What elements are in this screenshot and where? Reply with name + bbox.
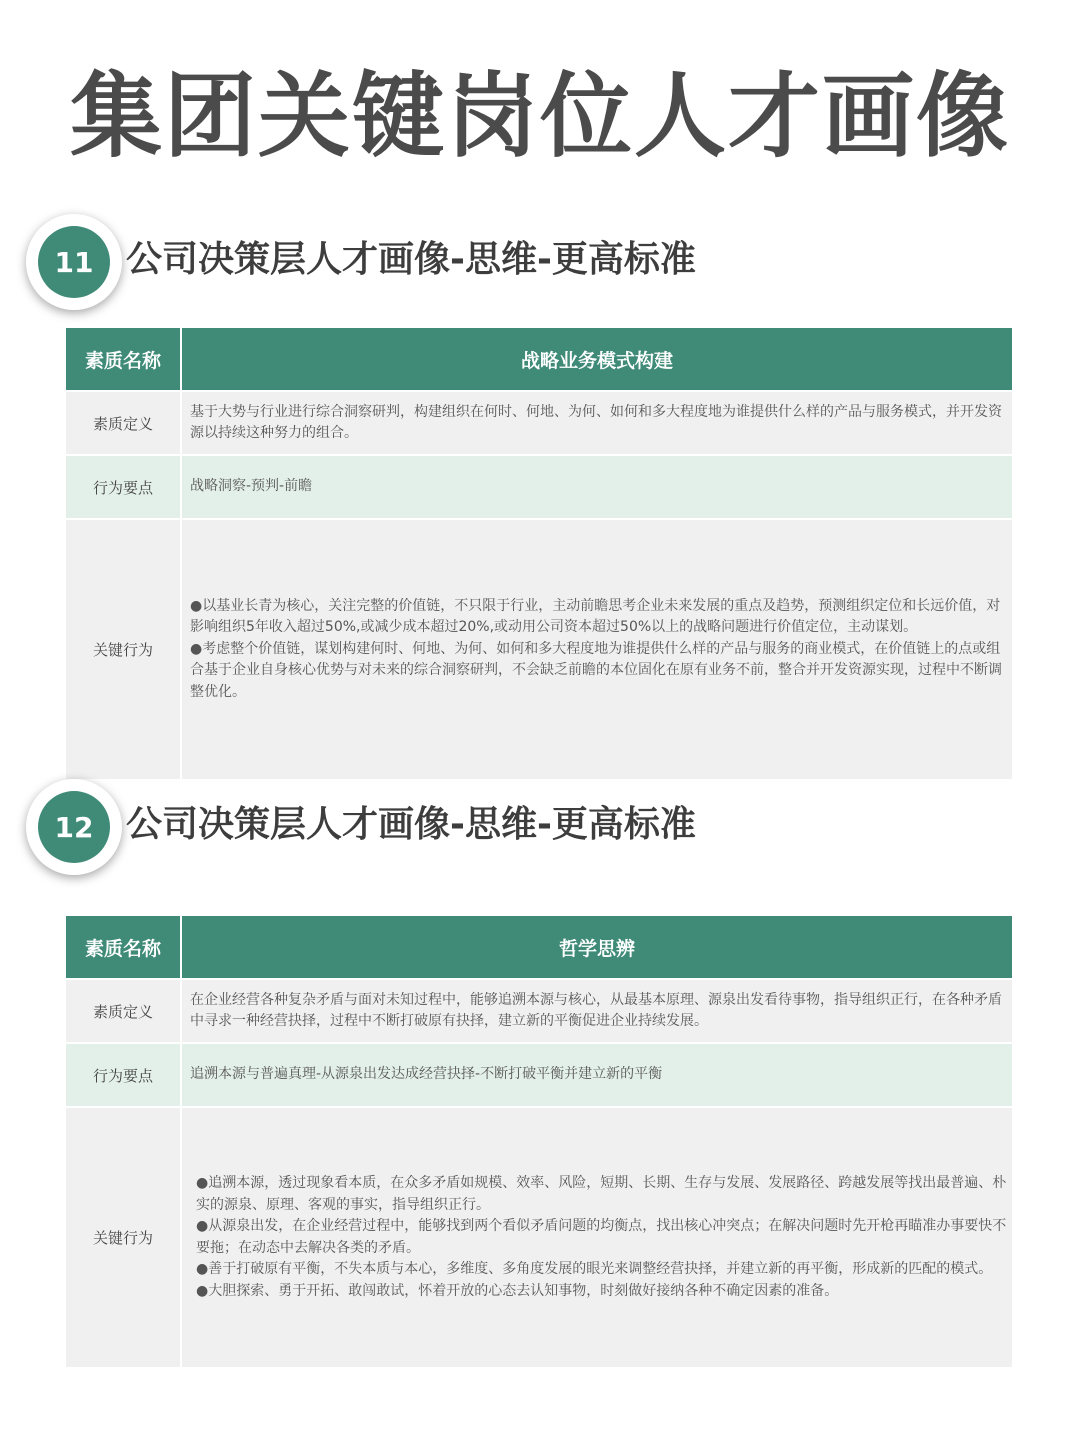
behavior-points-row: [66, 1043, 1012, 1107]
competency-name: 战略业务模式构建: [181, 328, 1012, 391]
behavior-item: ●大胆探索、勇于开拓、敢闯敢试，怀着开放的心态去认知事物，时刻做好接纳各种不确定因素的准备。: [196, 1282, 839, 1299]
section-number: 11: [38, 226, 110, 298]
key-behaviors-label: 关键行为: [66, 519, 181, 779]
behavior-points-label: 行为要点: [66, 1043, 181, 1107]
behavior-item: ●善于打破原有平衡，不失本质与本心，多维度、多角度发展的眼光来调整经营抉择，并建立新的再平衡，形成新的匹配的模式。: [196, 1261, 993, 1277]
section-number: 12: [38, 791, 110, 863]
key-behaviors-text: [181, 519, 1012, 779]
competency-table: [66, 328, 1012, 779]
behavior-item: ●从源泉出发，在企业经营过程中，能够找到两个看似矛盾问题的均衡点，找出核心冲突点；在解决问题时先开枪再瞄准办事要快不要拖；在动态中去解决各类的矛盾。: [196, 1218, 1007, 1256]
header-label: 素质名称: [66, 328, 181, 391]
section-12: [0, 779, 1080, 1369]
section-title: 公司决策层人才画像-思维-更高标准: [126, 804, 696, 845]
definition-row: [66, 391, 1012, 455]
definition-text: 在企业经营各种复杂矛盾与面对未知过程中，能够追溯本源与核心，从最基本原理、源泉出发看待事物，指导组织正行，在各种矛盾 中寻求一种经营抉择，过程中不断打破原有抉择，建立新的平衡促进企业持续发展。: [181, 979, 1012, 1043]
behavior-item: ●考虑整个价值链，谋划构建何时、何地、为何、如何和多大程度地为谁提供什么样的产品与服务的商业模式，在价值链上的点或组 合基于企业自身核心优势与对未来的综合洞察研判，不会缺乏前瞻的本位固化在原有业务不前，整合并开发资源实现，过程中不断调整优化。: [190, 640, 1002, 700]
behavior-item: ●以基业长青为核心，关注完整的价值链，不只限于行业，主动前瞻思考企业未来发展的重点及趋势，预测组织定位和长远价值，对影响组织5年收入超过50%,或减少成本超过20%,或动用公司资本超过50%以上的战略问题进行价值定位，主动谋划。: [190, 597, 1001, 636]
definition-row: [66, 979, 1012, 1043]
behavior-points-row: [66, 455, 1012, 519]
table-header-row: [66, 916, 1012, 979]
table-header-row: [66, 328, 1012, 391]
competency-name: 哲学思辨: [181, 916, 1012, 979]
key-behaviors-label: 关键行为: [66, 1107, 181, 1367]
definition-text: 基于大势与行业进行综合洞察研判，构建组织在何时、何地、为何、如何和多大程度地为谁提供什么样的产品与服务模式，并开发资源以持续这种努力的组合。: [181, 391, 1012, 455]
section-number-badge: [26, 779, 122, 875]
competency-table: [66, 916, 1012, 1367]
section-11: [0, 214, 1080, 780]
section-title: 公司决策层人才画像-思维-更高标准: [126, 239, 696, 280]
definition-label: 素质定义: [66, 391, 181, 455]
behavior-points-label: 行为要点: [66, 455, 181, 519]
page-title: 集团关键岗位人才画像: [69, 63, 1010, 170]
key-behaviors-text: [181, 1107, 1012, 1367]
header-label: 素质名称: [66, 916, 181, 979]
definition-label: 素质定义: [66, 979, 181, 1043]
section-number-badge: [26, 214, 122, 310]
behavior-points-text: 追溯本源与普遍真理-从源泉出发达成经营抉择-不断打破平衡并建立新的平衡: [181, 1043, 1012, 1107]
key-behaviors-row: [66, 519, 1012, 779]
key-behaviors-row: [66, 1107, 1012, 1367]
behavior-item: ●追溯本源，透过现象看本质，在众多矛盾如规模、效率、风险，短期、长期、生存与发展、发展路径、跨越发展等找出最普遍、朴实的源泉、原理、客观的事实，指导组织正行。: [196, 1175, 1007, 1213]
behavior-points-text: 战略洞察-预判-前瞻: [181, 455, 1012, 519]
